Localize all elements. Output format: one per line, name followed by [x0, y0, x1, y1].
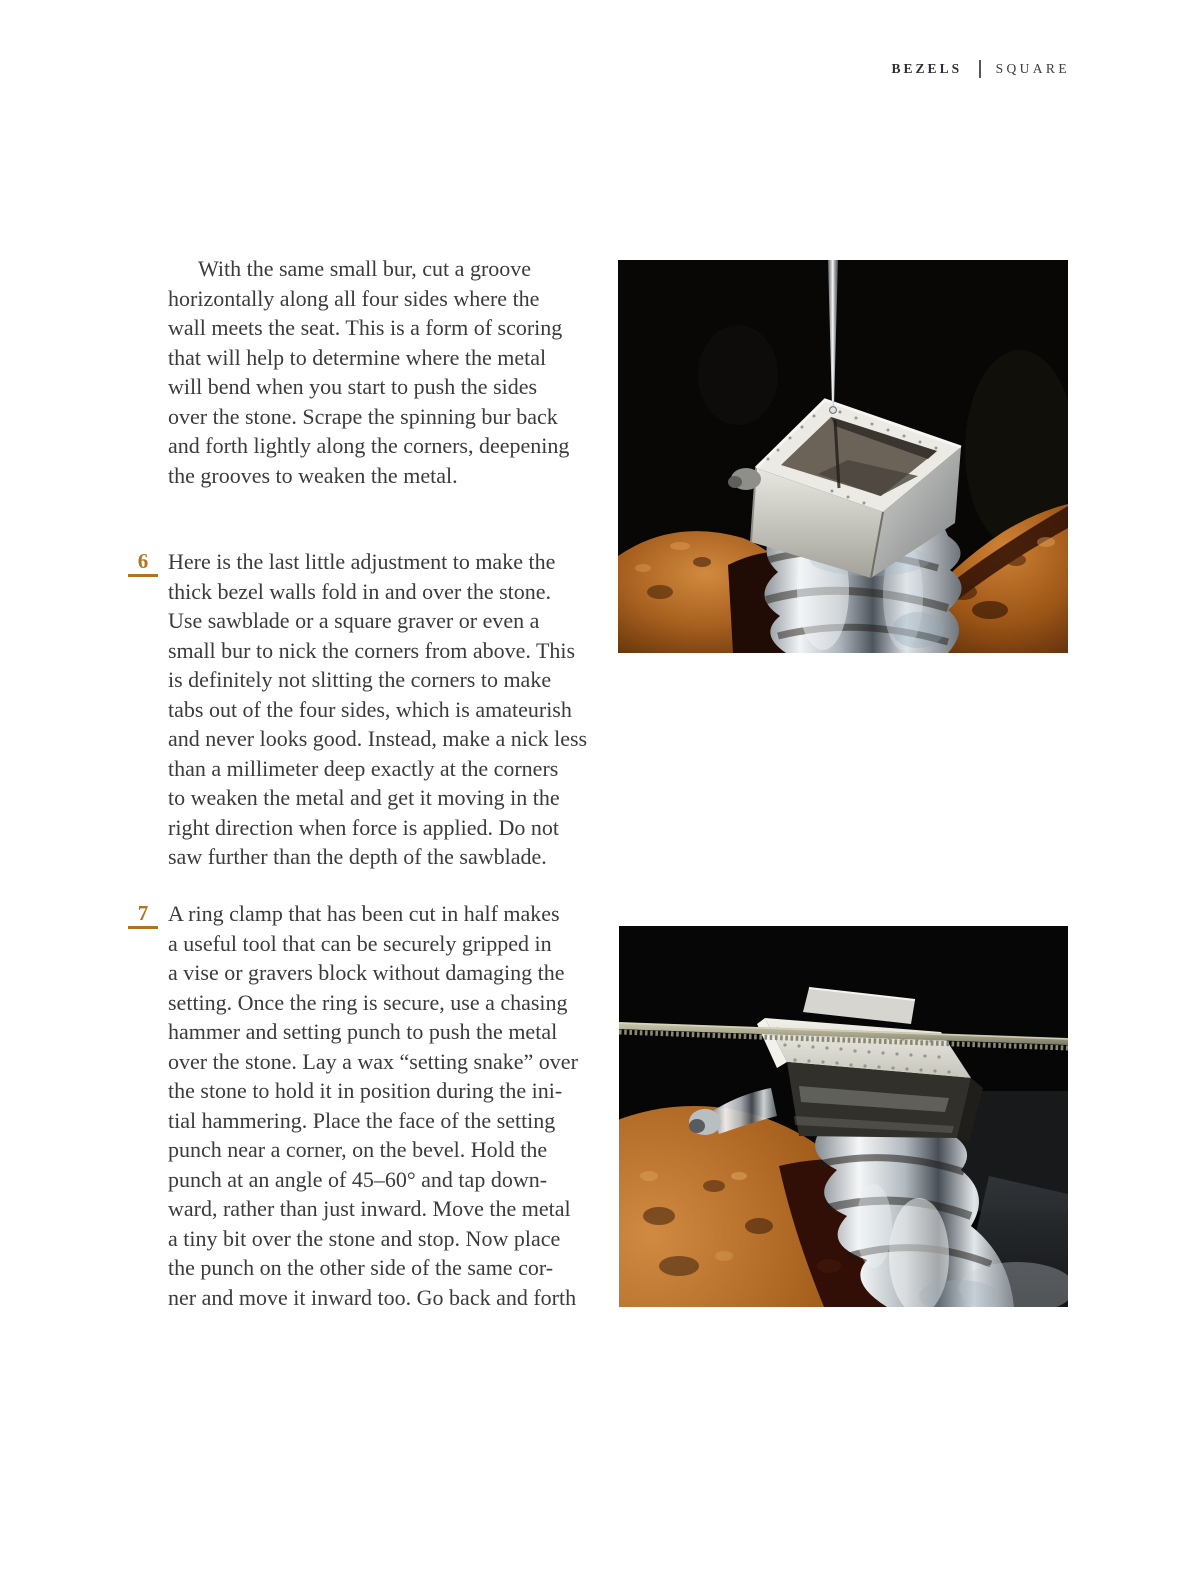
text-line: punch at an angle of 45–60° and tap down-: [168, 1166, 548, 1192]
photo-step-7-illustration: [619, 926, 1068, 1307]
text-line: Use sawblade or a square graver or even a: [168, 608, 540, 633]
text-line: is definitely not slitting the corners to make: [168, 667, 552, 692]
text-line: Here is the last little adjustment to make the: [168, 549, 556, 574]
text-line: ner and move it inward too. Go back and forth: [168, 1284, 577, 1310]
photo-step-7: [619, 926, 1068, 1307]
text-line: punch near a corner, on the bevel. Hold the: [168, 1137, 548, 1162]
text-line: the grooves to weaken the metal.: [168, 462, 458, 488]
text-line: With the same small bur, cut a groove: [198, 256, 532, 281]
text-line: setting. Once the ring is secure, use a chasing: [168, 989, 568, 1015]
text-line: will bend when you start to push the sides: [168, 374, 538, 399]
text-line: saw further than the depth of the sawblade.: [168, 844, 547, 869]
step-number-6: 6: [128, 547, 158, 577]
text-line: over the stone. Scrape the spinning bur back: [168, 403, 558, 429]
intro-paragraph: [168, 254, 620, 490]
text-line: to weaken the metal and get it moving in the: [168, 785, 560, 810]
running-head-subsection: SQUARE: [995, 61, 1070, 76]
text-line: tabs out of the four sides, which is amateurish: [168, 696, 572, 722]
step-6-text: [168, 547, 620, 872]
text-line: tial hammering. Place the face of the setting: [168, 1107, 556, 1133]
running-head: [892, 60, 1070, 78]
text-line: A ring clamp that has been cut in half makes: [168, 901, 560, 926]
running-head-divider-bar: [979, 60, 981, 78]
text-line: ward, rather than just inward. Move the metal: [168, 1196, 571, 1221]
text-line: and forth lightly along the corners, deepening: [168, 433, 570, 458]
text-line: a useful tool that can be securely gripped in: [168, 930, 552, 956]
text-line: than a millimeter deep exactly at the corners: [168, 755, 559, 781]
text-line: thick bezel walls fold in and over the stone.: [168, 578, 552, 604]
text-line: horizontally along all four sides where the: [168, 285, 540, 311]
text-line: that will help to determine where the metal: [168, 344, 547, 370]
text-line: a tiny bit over the stone and stop. Now place: [168, 1225, 561, 1251]
text-line: wall meets the seat. This is a form of scoring: [168, 315, 563, 340]
text-line: the punch on the other side of the same cor-: [168, 1255, 554, 1280]
running-head-section: BEZELS: [891, 61, 963, 76]
text-line: the stone to hold it in position during the ini-: [168, 1078, 563, 1103]
text-line: small bur to nick the corners from above. This: [168, 637, 576, 663]
step-7-text: [168, 899, 620, 1312]
text-line: over the stone. Lay a wax “setting snake” over: [168, 1048, 578, 1074]
photo-step-6: [618, 260, 1068, 653]
photo-step-6-illustration: [618, 260, 1068, 653]
text-line: right direction when force is applied. Do not: [168, 814, 560, 840]
text-line: and never looks good. Instead, make a nick less: [168, 726, 588, 751]
text-line: hammer and setting punch to push the metal: [168, 1019, 558, 1044]
step-number-7: 7: [128, 899, 158, 929]
text-line: a vise or gravers block without damaging the: [168, 960, 565, 985]
